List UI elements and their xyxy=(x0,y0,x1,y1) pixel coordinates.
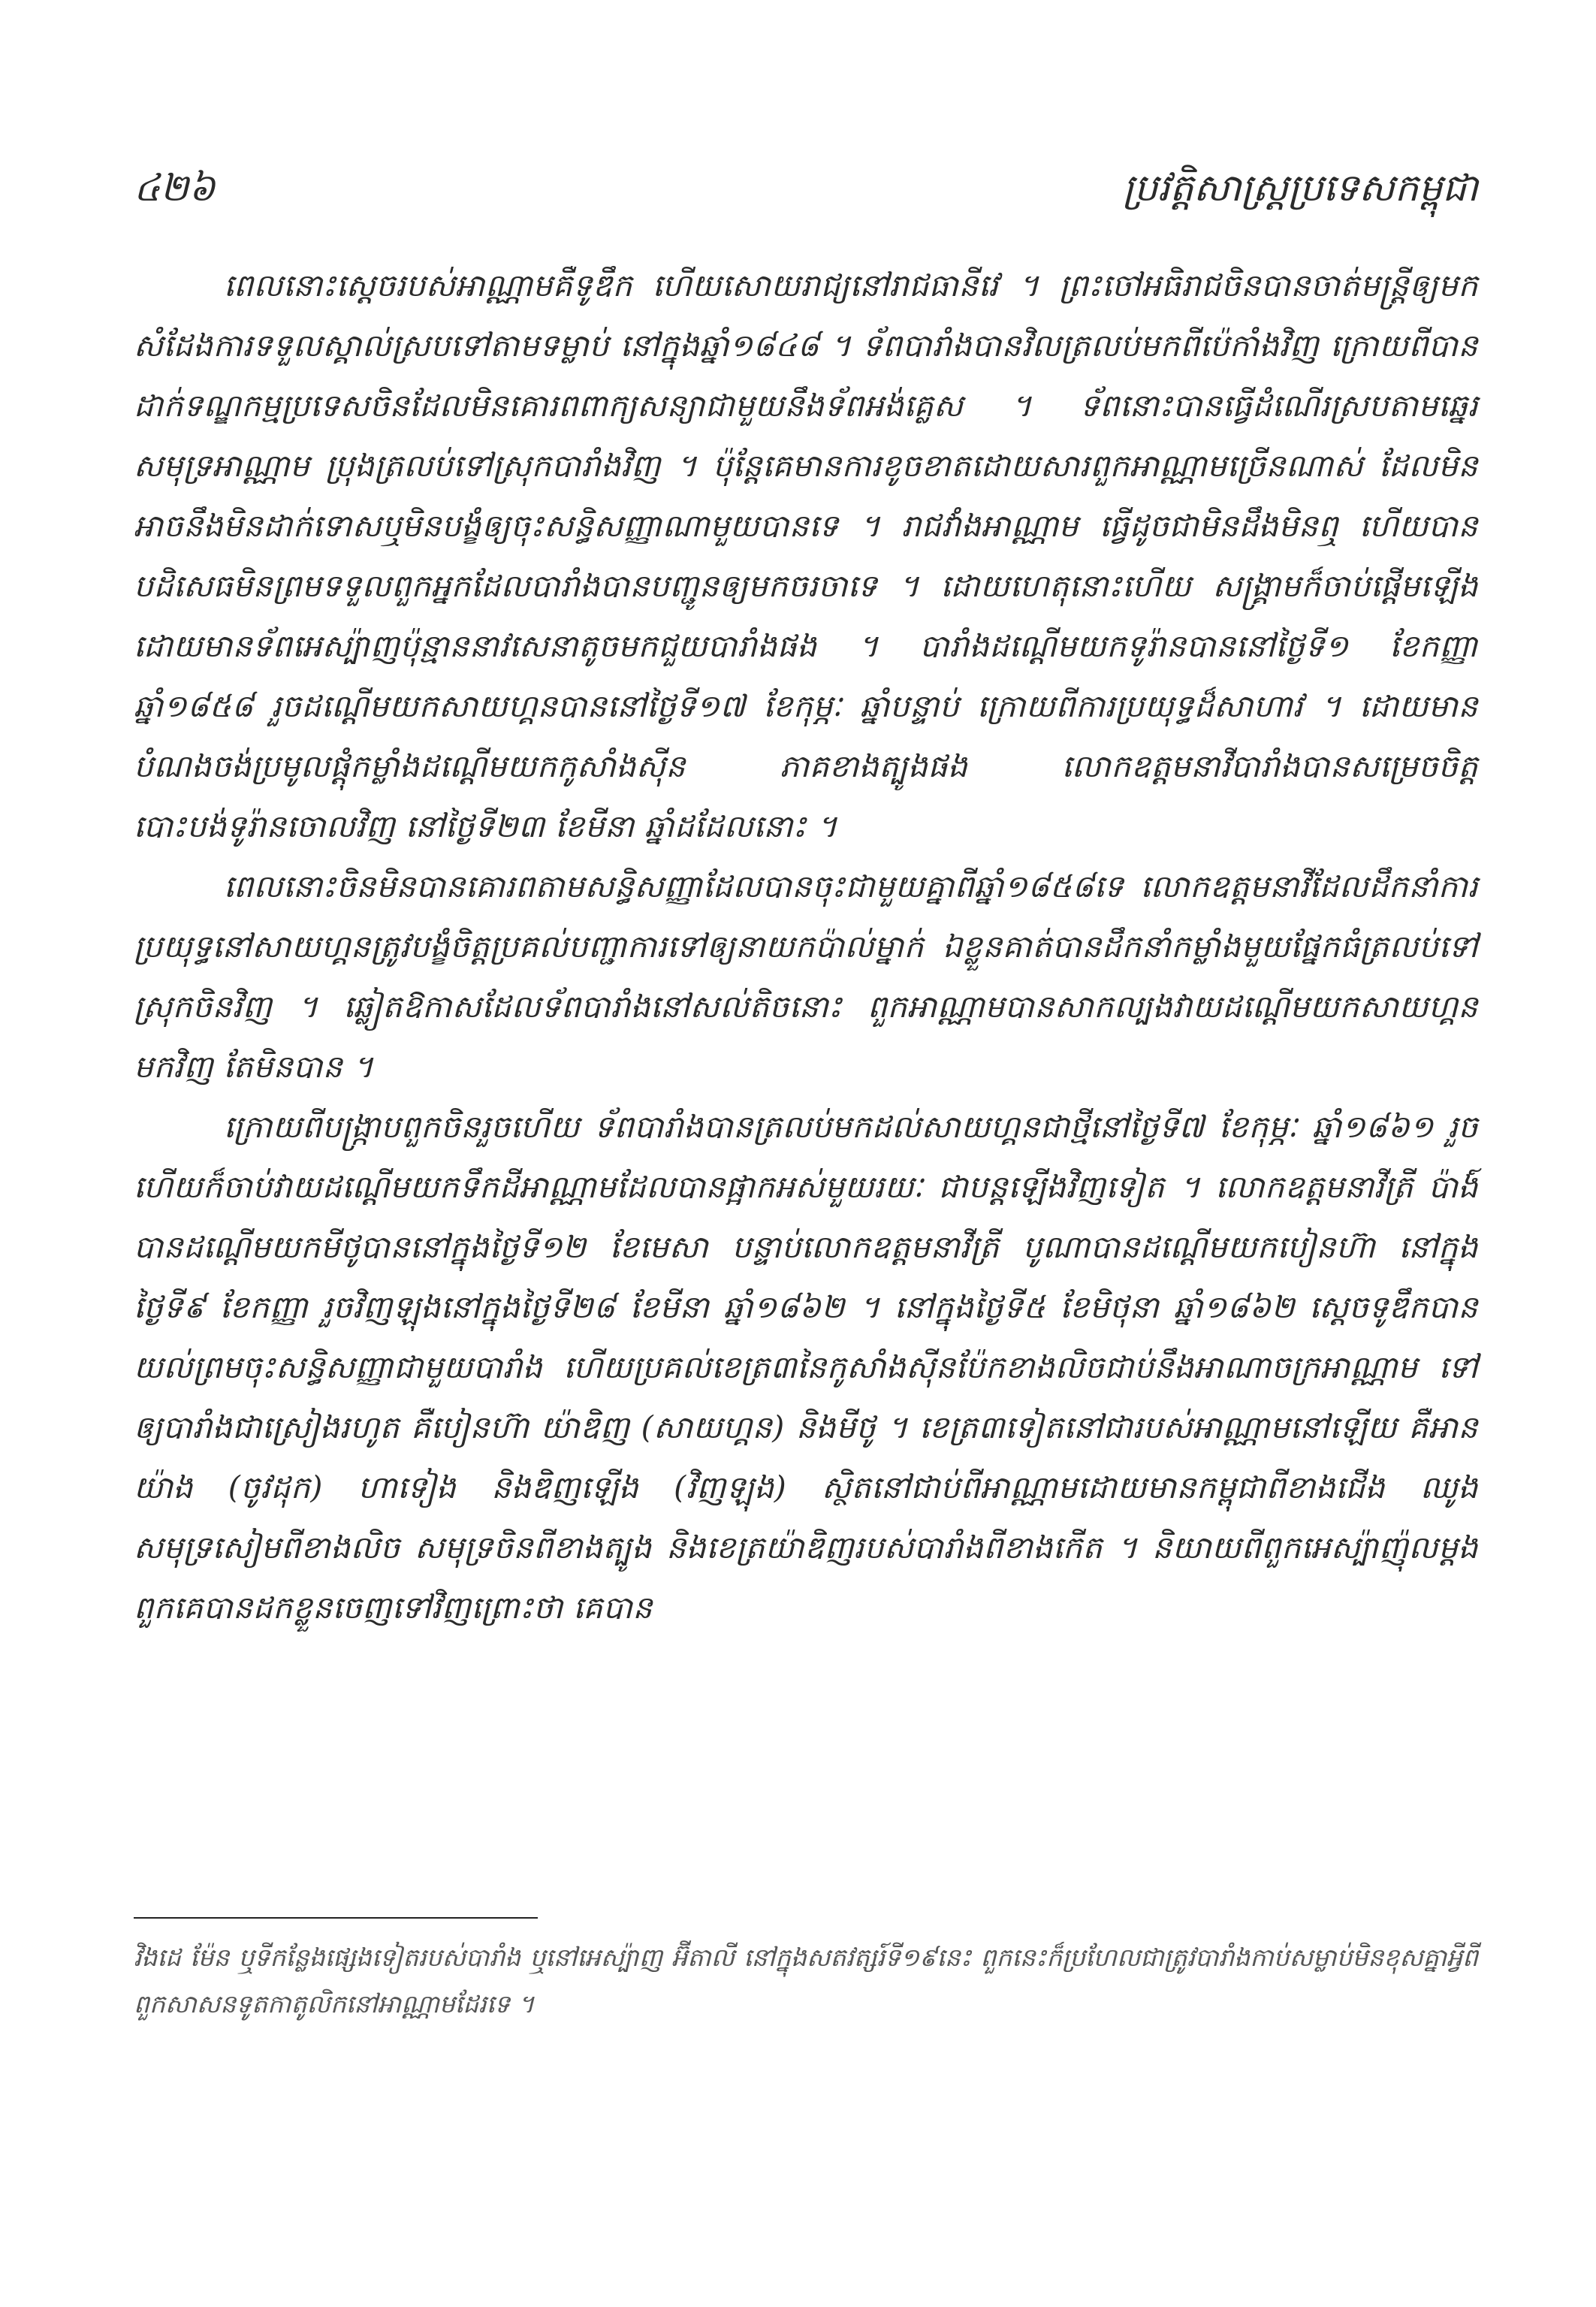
paragraph: ក្រោយពីបង្ក្រាបពួកចិនរួចហើយ ទ័ពបារាំងបានត្រលប់មកដល់សាយហ្គនជាថ្មីនៅថ្ងៃទី៧ ខែកុម្ភៈ ឆ្នាំ១៨៦១ រួចហើយក៏ចាប់វាយដណ្តើមយកទឹកដីអាណ្ណាមដែលបានផ្អាកអស់មួយរយៈ ជាបន្តឡើងវិញទៀត ។ លោកឧត្តមនាវីត្រី ប៉ាង៍ បានដណ្តើមយកមីថូបាននៅក្នុងថ្ងៃទី១២ ខែមេសា បន្ទាប់លោកឧត្តមនាវីត្រី បូណាបានដណ្តើមយកបៀនហ៊ា នៅក្នុងថ្ងៃទី៩ ខែកញ្ញា រួចវិញឡុងនៅក្នុងថ្ងៃទី២៨ ខែមីនា ឆ្នាំ១៨៦២ ។ នៅក្នុងថ្ងៃទី៥ ខែមិថុនា ឆ្នាំ១៨៦២ ស្តេចទូឌឹកបានយល់ព្រមចុះសន្ធិសញ្ញាជាមួយបារាំង ហើយប្រគល់ខេត្រ៣នៃកូសាំងស៊ីនប៉ែកខាងលិចជាប់នឹងអាណាចក្រអាណ្ណាម ទៅឲ្យបារាំងជាស្រៀងរហូត គឺបៀនហ៊ា យ៉ាឌិញ (សាយហ្គន) និងមីថូ ។ ខេត្រ៣ទៀតនៅជារបស់អាណ្ណាមនៅឡើយ គឺអានយ៉ាង (ចូវដុក) ហាទៀង និងឌិញឡើង (វិញឡុង) ស្ថិតនៅជាប់ពីអាណ្ណាមដោយមានកម្ពុជាពីខាងជើង ឈូងសមុទ្រសៀមពីខាងលិច សមុទ្រចិនពីខាងត្បូង និងខេត្រយ៉ាឌិញរបស់បារាំងពីខាងកើត ។ និយាយពីពួកអេស្ប៉ាញ៉ុលម្តង ពួកគេបានដកខ្លួនចេញទៅវិញព្រោះថា គេបាន xyxy=(134,1109,1478,1626)
running-title: ប្រវត្តិសាស្ត្រប្រទេសកម្ពុជា xyxy=(1122,166,1478,210)
paragraph: ពេលនោះស្តេចរបស់អាណ្ណាមគឺទូឌឹក ហើយសោយរាជ្យនៅរាជធានីវេ ។ ព្រះចៅអធិរាជចិនបានចាត់មន្ត្រីឲ្យមកសំដែងការទទួលស្គាល់ស្របទៅតាមទម្លាប់ នៅក្នុងឆ្នាំ១៨៤៨ ។ ទ័ពបារាំងបានវិលត្រលប់មកពីប៉េកាំងវិញ ក្រោយពីបានដាក់ទណ្ឌកម្មប្រទេសចិនដែលមិនគោរពពាក្យសន្យាជាមួយនឹងទ័ពអង់គ្លេស ។ ទ័ពនោះបានធ្វើដំណើរស្របតាមឆ្នេរសមុទ្រអាណ្ណាម ប្រុងត្រលប់ទៅស្រុកបារាំងវិញ ។ ប៉ុន្តែគេមានការខូចខាតដោយសារពួកអាណ្ណាមច្រើនណាស់ ដែលមិនអាចនឹងមិនដាក់ទោសឬមិនបង្ខំឲ្យចុះសន្ធិសញ្ញាណាមួយបានទេ ។ រាជវាំងអាណ្ណាម ធ្វើដូចជាមិនដឹងមិនឮ ហើយបានបដិសេធមិនព្រមទទួលពួកអ្នកដែលបារាំងបានបញ្ជូនឲ្យមកចរចាទេ ។ ដោយហេតុនោះហើយ សង្គ្រាមក៏ចាប់ផ្តើមឡើង ដោយមានទ័ពអេស្ប៉ាញប៉ុន្មាននាវសេនាតូចមកជួយបារាំងផង ។ បារាំងដណ្តើមយកទូរ៉ានបាននៅថ្ងៃទី១ ខែកញ្ញា ឆ្នាំ១៨៥៨ រួចដណ្តើមយកសាយហ្គនបាននៅថ្ងៃទី១៧ ខែកុម្ភៈ ឆ្នាំបន្ទាប់ ក្រោយពីការប្រយុទ្ធដ៏សាហាវ ។ ដោយមានបំណងចង់ប្រមូលផ្តុំកម្លាំងដណ្តើមយកកូសាំងស៊ីន ភាគខាងត្បូងផង លោកឧត្តមនាវីបារាំងបានសម្រេចចិត្តបោះបង់ទូរ៉ានចោលវិញ នៅថ្ងៃទី២៣ ខែមីនា ឆ្នាំដដែលនោះ ។ xyxy=(134,267,1478,844)
footnote: វិងដេ ម៉ែន ឬទីកន្លែងផ្សេងទៀតរបស់បារាំង ឬនៅអេស្ប៉ាញ អ៊ីតាលី នៅក្នុងសតវត្សរ៍ទី១៩នេះ ពួកនេះក៏ប្រហែលជាត្រូវបារាំងកាប់សម្លាប់មិនខុសគ្នាអ្វីពីពួកសាសនទូតកាតូលិកនៅអាណ្ណាមដែរទេ ។ xyxy=(134,1943,1478,2019)
body-text xyxy=(134,255,1478,1638)
footnote-divider xyxy=(134,1917,538,1919)
page-header xyxy=(134,158,1478,218)
page-number: ៤២៦ xyxy=(134,166,216,210)
paragraph: ពេលនោះចិនមិនបានគោរពតាមសន្ធិសញ្ញាដែលបានចុះជាមួយគ្នាពីឆ្នាំ១៨៥៨ទេ លោកឧត្តមនាវីដែលដឹកនាំការប្រយុទ្ធនៅសាយហ្គនត្រូវបង្ខំចិត្តប្រគល់បញ្ជាការទៅឲ្យនាយកប៉ាល់ម្នាក់ ឯខ្លួនគាត់បានដឹកនាំកម្លាំងមួយផ្នែកធំត្រលប់ទៅស្រុកចិនវិញ ។ ឆ្លៀតឱកាសដែលទ័ពបារាំងនៅសល់តិចនោះ ពួកអាណ្ណាមបានសាកល្បងវាយដណ្តើមយកសាយហ្គនមកវិញ តែមិនបាន ។ xyxy=(134,868,1478,1085)
